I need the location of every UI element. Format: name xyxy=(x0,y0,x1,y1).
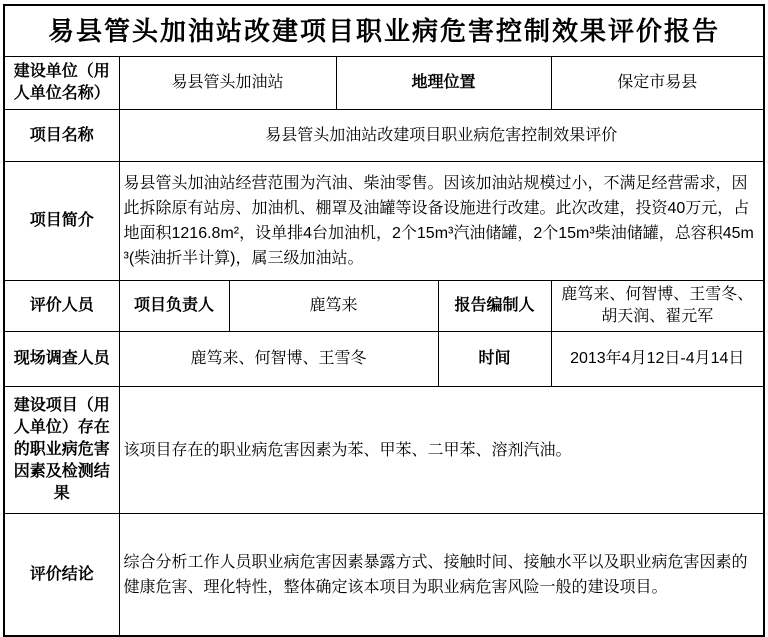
project-intro-value: 易县管头加油站经营范围为汽油、柴油零售。因该加油站规模过小，不满足经营需求，因此拆除原有站房、加油机、棚罩及油罐等设备设施进行改建。此次改建，投资40万元，占地面积1216.8m²，设单排4台加油机，2个15m³汽油储罐，2个15m³柴油储罐，总容积45m³(柴油折半计算)，属三级加油站。 xyxy=(119,162,764,281)
project-name-label: 项目名称 xyxy=(4,110,119,162)
project-name-value: 易县管头加油站改建项目职业病危害控制效果评价 xyxy=(119,110,764,162)
row-hazard-factors xyxy=(4,387,764,514)
hazard-factors-label: 建设项目（用人单位）存在的职业病危害因素及检测结果 xyxy=(4,387,119,514)
geographic-location-label: 地理位置 xyxy=(336,57,551,110)
hazard-factors-value: 该项目存在的职业病危害因素为苯、甲苯、二甲苯、溶剂汽油。 xyxy=(119,387,764,514)
report-table xyxy=(3,4,765,637)
project-leader-value: 鹿笃来 xyxy=(229,281,438,332)
survey-time-value: 2013年4月12日-4月14日 xyxy=(551,332,764,387)
row-project-name xyxy=(4,110,764,162)
evaluators-label: 评价人员 xyxy=(4,281,119,332)
report-authors-value: 鹿笃来、何智博、王雪冬、胡天润、翟元军 xyxy=(551,281,764,332)
conclusion-label: 评价结论 xyxy=(4,514,119,637)
geographic-location-value: 保定市易县 xyxy=(551,57,764,110)
row-site-survey xyxy=(4,332,764,387)
report-authors-label: 报告编制人 xyxy=(438,281,551,332)
construction-unit-label: 建设单位（用人单位名称） xyxy=(4,57,119,110)
construction-unit-value: 易县管头加油站 xyxy=(119,57,336,110)
site-survey-value: 鹿笃来、何智博、王雪冬 xyxy=(119,332,438,387)
conclusion-value: 综合分析工作人员职业病危害因素暴露方式、接触时间、接触水平以及职业病危害因素的健康危害、理化特性，整体确定该本项目为职业病危害风险一般的建设项目。 xyxy=(119,514,764,637)
row-unit-location xyxy=(4,57,764,110)
project-intro-label: 项目简介 xyxy=(4,162,119,281)
report-title: 易县管头加油站改建项目职业病危害控制效果评价报告 xyxy=(4,5,764,57)
row-evaluators xyxy=(4,281,764,332)
title-row xyxy=(4,5,764,57)
survey-time-label: 时间 xyxy=(438,332,551,387)
row-project-intro xyxy=(4,162,764,281)
site-survey-label: 现场调查人员 xyxy=(4,332,119,387)
project-leader-label: 项目负责人 xyxy=(119,281,229,332)
